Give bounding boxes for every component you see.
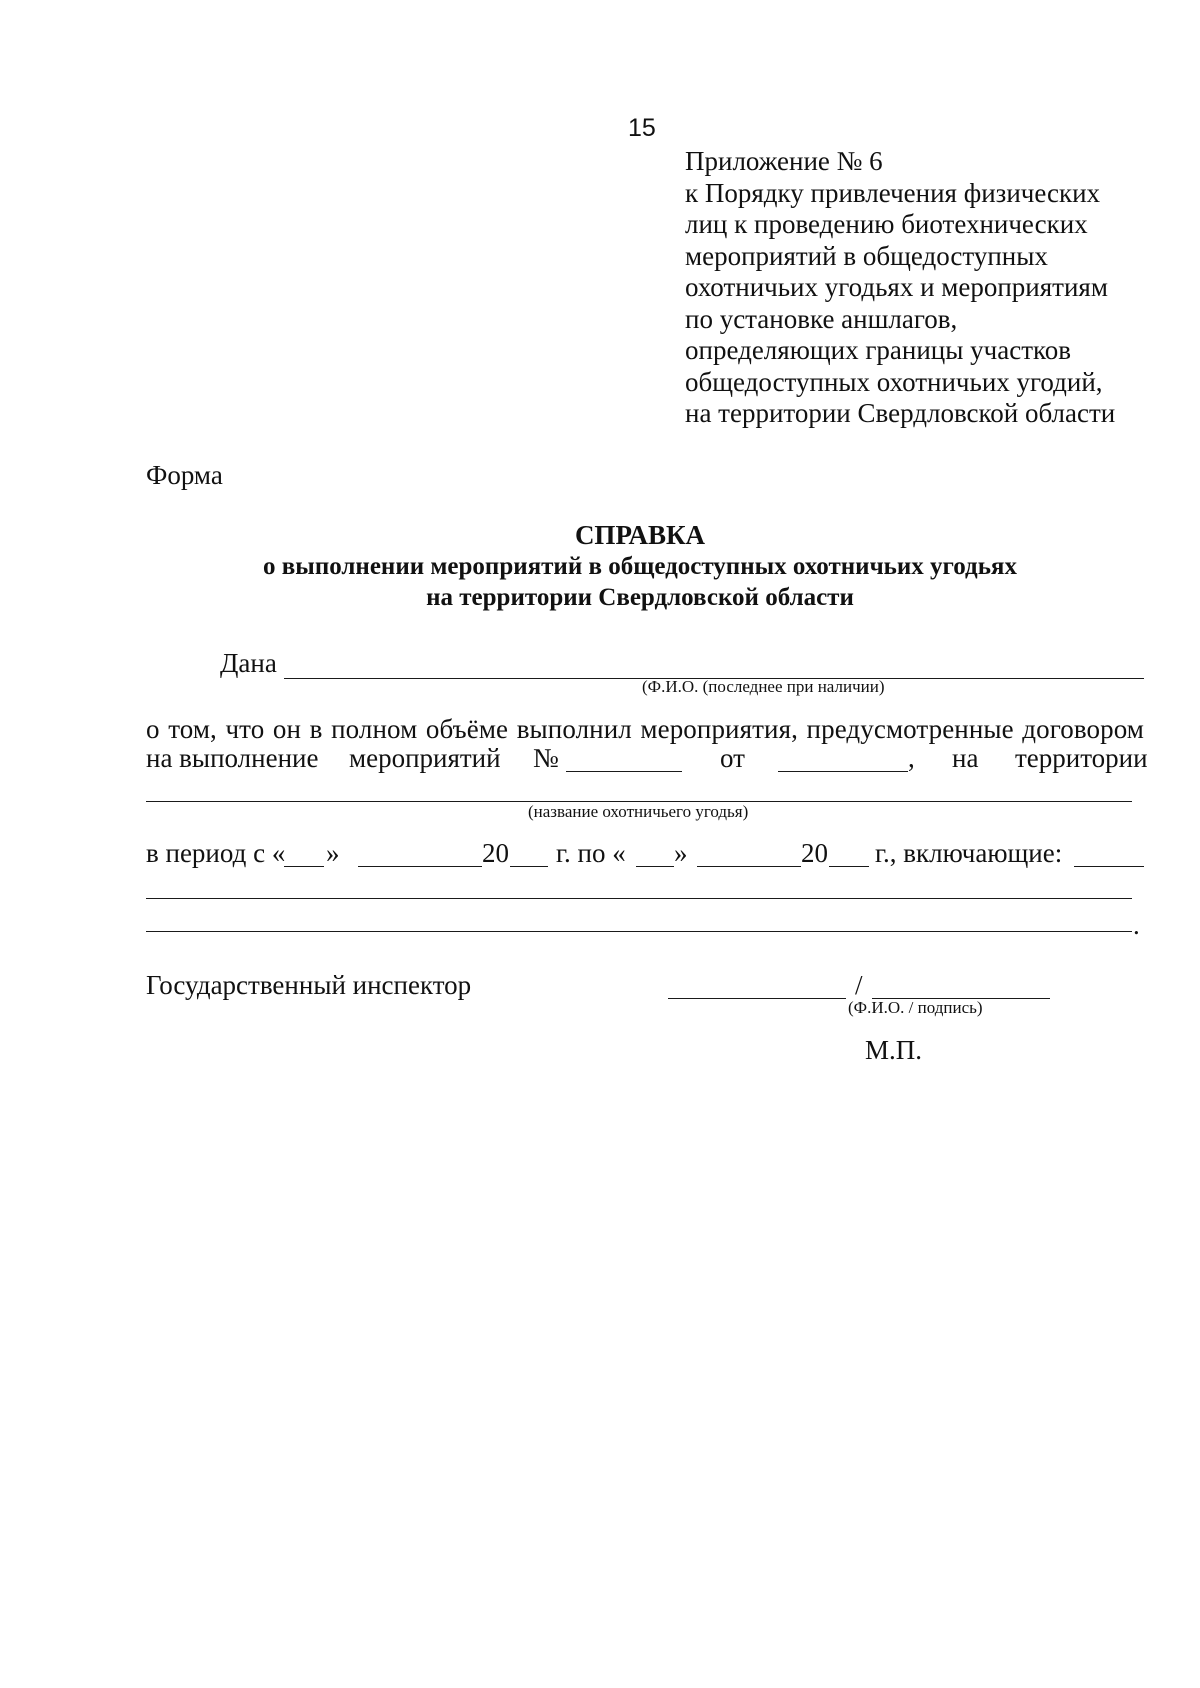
title-subtitle-line2: на территории Свердловской области: [426, 584, 854, 611]
paragraph-word: от: [720, 743, 745, 773]
fio-caption: (Ф.И.О. (последнее при наличии): [642, 677, 885, 696]
end-year-field-line[interactable]: [829, 866, 869, 867]
appendix-line: к Порядку привлечения физических: [685, 177, 1101, 208]
contract-date-field-line[interactable]: [778, 771, 908, 772]
paragraph-word: на выполнение: [146, 743, 319, 773]
period-quote: »: [674, 838, 688, 868]
title-main: СПРАВКА: [574, 520, 706, 550]
contract-number-field-line[interactable]: [566, 771, 682, 772]
period-suffix: г., включающие:: [875, 838, 1063, 868]
period-prefix: в период с «: [146, 838, 286, 868]
given-label: Дана: [220, 648, 277, 678]
hunting-ground-caption: (название охотничьего угодья): [528, 802, 749, 821]
appendix-line: охотничьих угодьях и мероприятиям: [685, 272, 1108, 302]
start-day-field-line[interactable]: [284, 866, 324, 867]
end-month-field-line[interactable]: [697, 866, 801, 867]
activities-field-line[interactable]: [1074, 866, 1144, 867]
number-sign: №: [533, 743, 559, 773]
title-subtitle-line1: о выполнении мероприятий в общедоступных охотничьих угодьях: [263, 553, 1017, 580]
end-day-field-line[interactable]: [636, 866, 674, 867]
appendix-line: лиц к проведению биотехнических: [685, 209, 1088, 239]
comma: ,: [908, 743, 915, 773]
start-year-prefix: 20: [482, 838, 509, 868]
signature-slash: /: [855, 970, 863, 1000]
start-year-field-line[interactable]: [510, 866, 548, 867]
end-year-prefix: 20: [801, 838, 828, 868]
appendix-line: определяющих границы участков: [685, 335, 1071, 365]
inspector-label: Государственный инспектор: [146, 970, 472, 1000]
signature-caption: (Ф.И.О. / подпись): [848, 998, 983, 1017]
document-title: [200, 519, 1080, 613]
appendix-line: на территории Свердловской области: [685, 398, 1116, 428]
stamp-label: М.П.: [865, 1035, 923, 1065]
paragraph-word: на: [952, 743, 979, 773]
period-quote: »: [326, 838, 340, 868]
activities-continuation-line[interactable]: [146, 898, 1132, 899]
appendix-line: общедоступных охотничьих угодий,: [685, 366, 1103, 397]
paragraph-line-1: о том, что он в полном объёме выполнил мероприятия, предусмотренные договором: [146, 714, 1144, 744]
period-to: г. по «: [556, 838, 626, 868]
paragraph-word: мероприятий: [349, 743, 501, 773]
start-month-field-line[interactable]: [358, 866, 482, 867]
appendix-line: мероприятий в общедоступных: [685, 240, 1048, 271]
page-number: 15: [628, 114, 656, 142]
end-period: .: [1133, 910, 1140, 940]
appendix-line: по установке аншлагов,: [685, 303, 958, 334]
form-label: Форма: [146, 460, 223, 490]
appendix-block: [685, 146, 1115, 430]
signature-field-line[interactable]: [668, 998, 846, 999]
appendix-line: Приложение № 6: [685, 146, 883, 176]
paragraph-word: территории: [1015, 743, 1148, 773]
activities-continuation-line[interactable]: [146, 931, 1132, 932]
